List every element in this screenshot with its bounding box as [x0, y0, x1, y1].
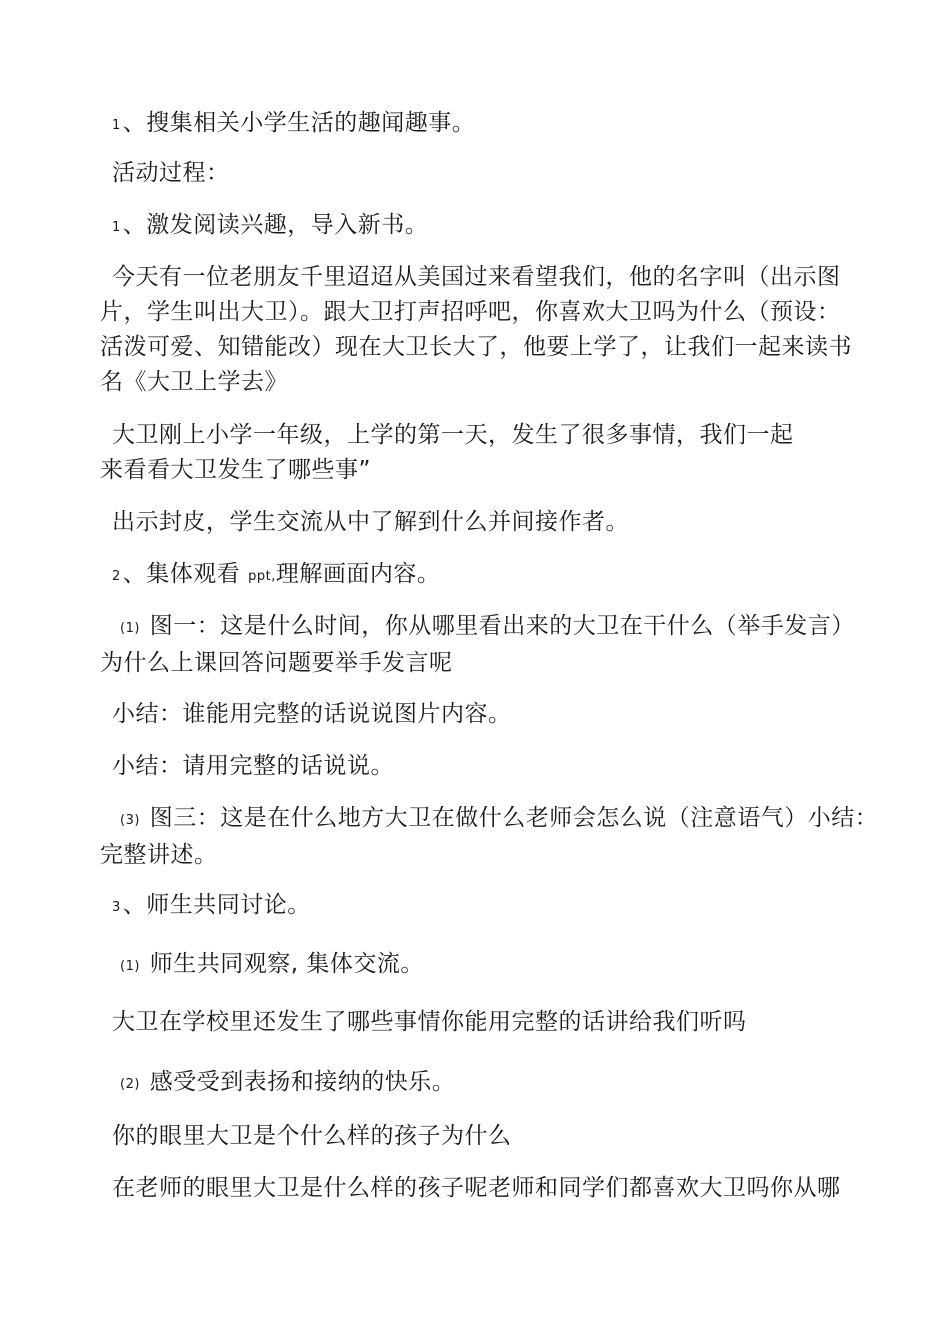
paragraph-line: 今天有一位老朋友千里迢迢从美国过来看望我们，他的名字叫（出示图: [112, 264, 841, 290]
summary-1: [100, 697, 882, 732]
list-number: (3): [120, 813, 140, 828]
paragraph-text: 、集体观看: [122, 561, 249, 587]
paragraph-line: (3) 图三：这是在什么地方大卫在做什么老师会怎么说（注意语气）小结：: [120, 805, 879, 831]
paragraph-line: 为什么上课回答问题要举手发言呢: [100, 650, 453, 676]
prep-item-1: [100, 106, 882, 143]
cover-paragraph: [100, 505, 882, 540]
paragraph-text: 理解画面内容。: [275, 561, 441, 587]
paragraph-text: 小结：请用完整的话说说。: [112, 753, 394, 779]
discussion-question-1: [100, 1005, 882, 1040]
paragraph-text: 大卫在学校里还发生了哪些事情你能用完整的话讲给我们听吗: [112, 1009, 747, 1035]
paragraph-text: 、搜集相关小学生活的趣闻趣事。: [122, 110, 476, 136]
picture-three-paragraph: [100, 801, 879, 873]
summary-2: [100, 749, 882, 784]
paragraph-line: 大卫刚上小学一年级，上学的第一天，发生了很多事情，我们一起: [112, 422, 794, 448]
paragraph-line: (1) 图一：这是什么时间，你从哪里看出来的大卫在干什么（举手发言）: [120, 613, 855, 639]
picture-one-paragraph: [100, 609, 870, 681]
paragraph-text: 、激发阅读兴趣，导入新书。: [122, 212, 429, 238]
paragraph-text: 在老师的眼里大卫是什么样的孩子呢老师和同学们都喜欢大卫吗你从哪: [112, 1175, 841, 1201]
ppt-label: ppt,: [248, 569, 276, 584]
paragraph-text: 师生共同观察, 集体交流。: [149, 951, 424, 977]
paragraph-text: 小结：谁能用完整的话说说图片内容。: [112, 701, 512, 727]
discussion-item-2: [100, 1065, 890, 1102]
paragraph-line: 来看看大卫发生了哪些事”: [100, 457, 371, 483]
story-paragraph: [100, 418, 870, 488]
paragraph-line: 名《大卫上学去》: [100, 369, 288, 395]
paragraph-text: 活动过程：: [112, 160, 230, 186]
paragraph-text: 感受受到表扬和接纳的快乐。: [149, 1069, 456, 1095]
discussion-item-1: [100, 947, 890, 984]
list-number: 1: [112, 118, 121, 133]
intro-paragraph: [100, 260, 870, 400]
section-heading-activity-process: [100, 156, 882, 191]
step-3-heading: [100, 888, 882, 925]
paragraph-text: 出示封皮，学生交流从中了解到什么并间接作者。: [112, 509, 629, 535]
step-1-heading: [100, 208, 882, 245]
list-number: 2: [112, 569, 121, 584]
paragraph-line: 活泼可爱、知错能改）现在大卫长大了，他要上学了，让我们一起来读书: [100, 334, 852, 360]
list-number: (1): [120, 621, 140, 636]
paragraph-line: 片，学生叫出大卫）。跟大卫打声招呼吧，你喜欢大卫吗为什么（预设：: [100, 299, 841, 325]
discussion-question-3: [100, 1171, 882, 1206]
list-number: (2): [120, 1077, 140, 1092]
paragraph-text: 你的眼里大卫是个什么样的孩子为什么: [112, 1123, 512, 1149]
list-number: 1: [112, 220, 121, 235]
discussion-question-2: [100, 1119, 882, 1154]
step-2-heading: [100, 557, 882, 594]
list-number: 3: [112, 900, 121, 915]
paragraph-line: 完整讲述。: [100, 842, 218, 868]
paragraph-text: 、师生共同讨论。: [122, 892, 311, 918]
list-number: (1): [120, 959, 140, 974]
